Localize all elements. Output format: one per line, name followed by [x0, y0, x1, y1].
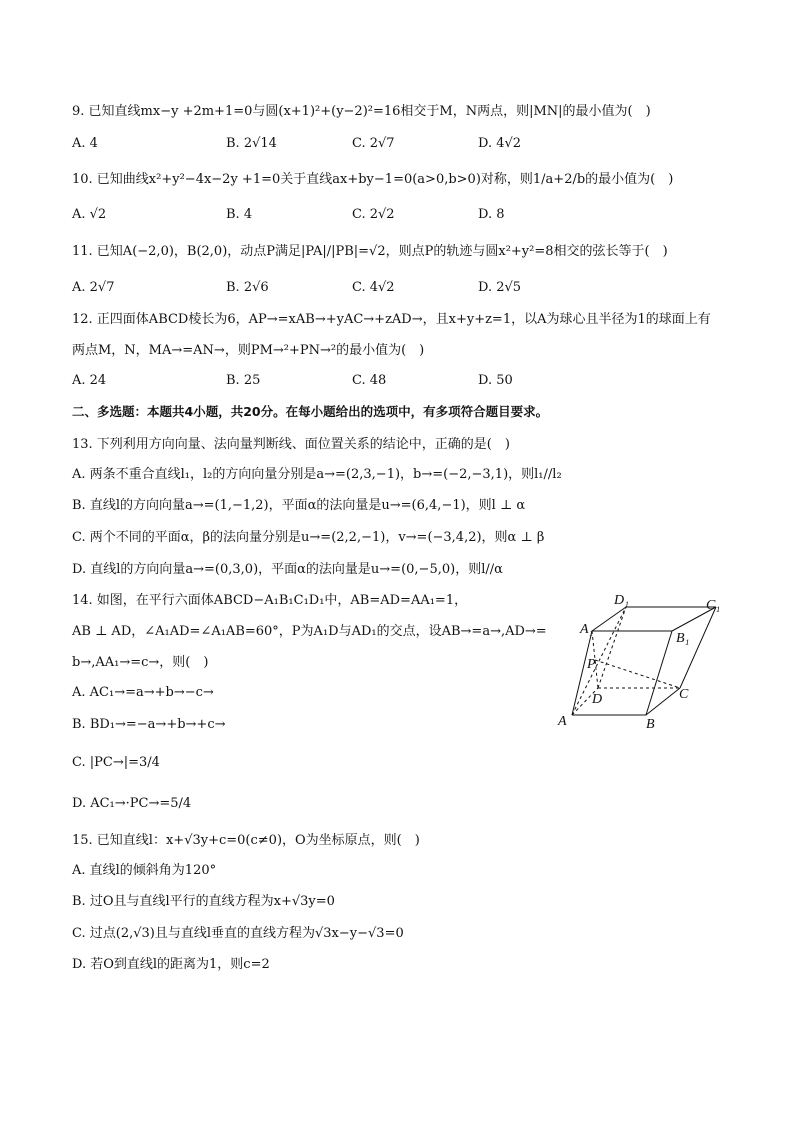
q10-stem: 10. 已知曲线x²+y²−4x−2y +1=0关于直线ax+by−1=0(a>0,b>0)对称，则1/a+2/b的最小值为( ) — [72, 172, 674, 187]
q14-stem-line2: AB ⊥ AD，∠A₁AD=∠A₁AB=60°，P为A₁D与AD₁的交点，设AB→=a→,AD→= — [72, 624, 547, 639]
q14-option-b: B. BD₁→=−a→+b→+c→ — [72, 717, 226, 732]
q14-stem-line3: b→,AA₁→=c→，则( ) — [72, 655, 209, 670]
q13-stem: 13. 下列利用方向向量、法向量判断线、面位置关系的结论中，正确的是( ) — [72, 437, 510, 452]
q11-stem: 11. 已知A(−2,0)，B(2,0)，动点P满足|PA|/|PB|=√2，则点P的轨迹与圆x²+y²=8相交的弦长等于( ) — [72, 244, 668, 259]
q15-option-c: C. 过点(2,√3)且与直线l垂直的直线方程为√3x−y−√3=0 — [72, 926, 404, 941]
q9-option-d: D. 4√2 — [478, 136, 522, 151]
q11-option-c: C. 4√2 — [352, 280, 395, 295]
q9-option-a: A. 4 — [72, 136, 98, 151]
section-heading-multiple-choice: 二、多选题：本题共4小题，共20分。在每小题给出的选项中，有多项符合题目要求。 — [72, 404, 549, 419]
q13-option-b: B. 直线l的方向向量a→=(1,−1,2)，平面α的法向量是u→=(6,4,−1)，则l ⊥ α — [72, 498, 526, 513]
q15-option-d: D. 若O到直线l的距离为1，则c=2 — [72, 957, 270, 972]
q12-option-a: A. 24 — [72, 373, 107, 388]
figure-label-d: D — [592, 692, 603, 707]
q12-option-b: B. 25 — [226, 373, 261, 388]
q12-option-c: C. 48 — [352, 373, 387, 388]
parallelepiped-diagram — [552, 590, 732, 732]
figure-label-b: B — [646, 717, 655, 732]
q10-option-b: B. 4 — [226, 207, 253, 222]
q14-stem-line1: 14. 如图，在平行六面体ABCD−A₁B₁C₁D₁中，AB=AD=AA₁=1， — [72, 593, 468, 608]
figure-label-c: C — [679, 687, 689, 702]
q14-option-d: D. AC₁→·PC→=5/4 — [72, 796, 192, 811]
q11-option-a: A. 2√7 — [72, 280, 115, 295]
figure-label-a1: A₁ — [580, 622, 594, 637]
q15-option-b: B. 过O且与直线l平行的直线方程为x+√3y=0 — [72, 894, 335, 909]
parallelepiped-figure — [552, 590, 732, 732]
q9-option-c: C. 2√7 — [352, 136, 395, 151]
q13-option-d: D. 直线l的方向向量a→=(0,3,0)，平面α的法向量是u→=(0,−5,0)，则l//α — [72, 562, 503, 577]
q9-stem: 9. 已知直线mx−y +2m+1=0与圆(x+1)²+(y−2)²=16相交于M，N两点，则|MN|的最小值为( ) — [72, 104, 651, 119]
q12-option-d: D. 50 — [478, 373, 513, 388]
q15-stem: 15. 已知直线l：x+√3y+c=0(c≠0)，O为坐标原点，则( ) — [72, 833, 420, 848]
figure-label-b1: B₁ — [676, 631, 690, 646]
q10-option-d: D. 8 — [478, 207, 505, 222]
q14-option-c: C. |PC→|=3/4 — [72, 755, 160, 770]
figure-label-p: P — [587, 657, 596, 672]
q12-stem-line1: 12. 正四面体ABCD棱长为6，AP→=xAB→+yAC→+zAD→，且x+y+z=1，以A为球心且半径为1的球面上有 — [72, 312, 711, 327]
q12-stem-line2: 两点M，N，MA→=AN→，则PM→²+PN→²的最小值为( ) — [72, 343, 425, 358]
q14-option-a: A. AC₁→=a→+b→−c→ — [72, 685, 214, 700]
q9-option-b: B. 2√14 — [226, 136, 277, 151]
q11-option-b: B. 2√6 — [226, 280, 269, 295]
q15-option-a: A. 直线l的倾斜角为120° — [72, 863, 217, 878]
figure-label-c1: C₁ — [706, 598, 721, 613]
q10-option-a: A. √2 — [72, 207, 107, 222]
figure-label-a: A — [558, 714, 567, 729]
q10-option-c: C. 2√2 — [352, 207, 395, 222]
q13-option-c: C. 两个不同的平面α，β的法向量分别是u→=(2,2,−1)，v→=(−3,4,2)，则α ⊥ β — [72, 530, 545, 545]
q13-option-a: A. 两条不重合直线l₁，l₂的方向向量分别是a→=(2,3,−1)，b→=(−2,−3,1)，则l₁//l₂ — [72, 467, 562, 482]
q11-option-d: D. 2√5 — [478, 280, 522, 295]
figure-label-d1: D₁ — [614, 593, 629, 608]
